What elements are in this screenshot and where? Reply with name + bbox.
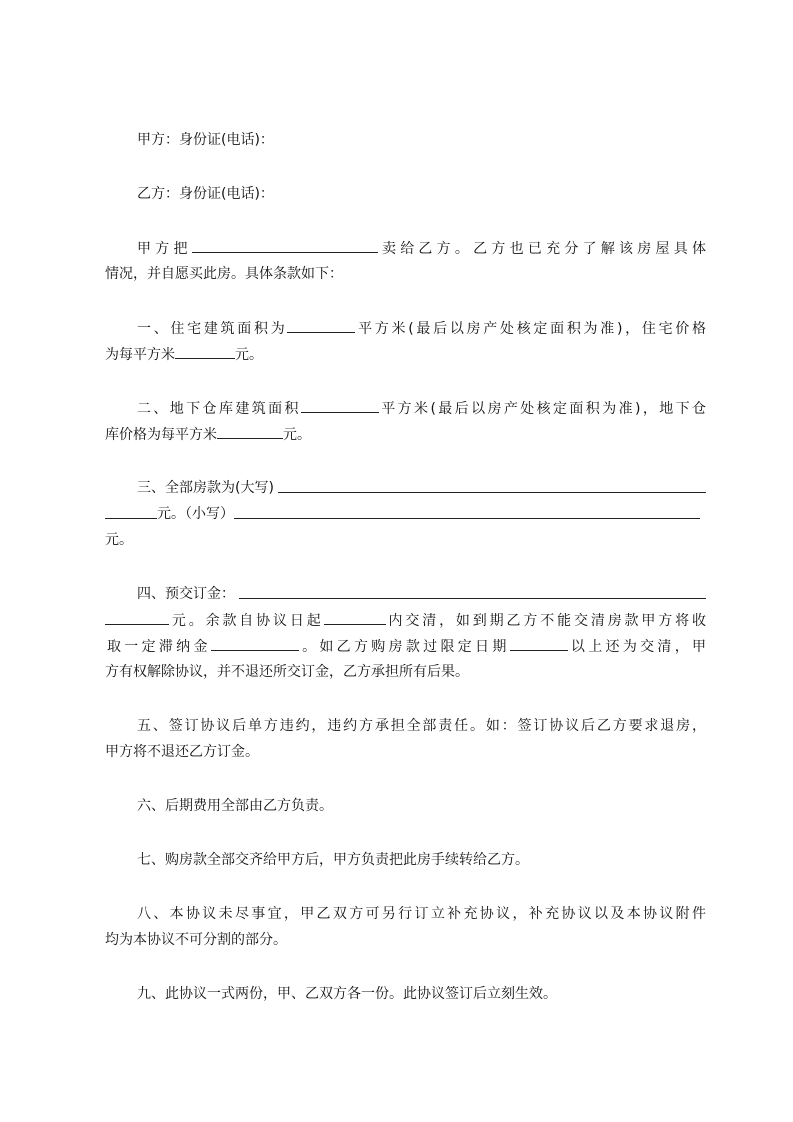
- clause-3-line-1: [137, 478, 706, 498]
- party-b-line: 乙方：身份证(电话)：: [137, 186, 274, 202]
- clause-text: 元。余款自协议日起: [169, 613, 324, 629]
- clause-text: 内交清，如到期乙方不能交清房款甲方将收: [385, 613, 707, 629]
- clause-text: 元。: [235, 347, 263, 363]
- intro-line-1: [137, 238, 706, 258]
- clause-5-line-2: 甲方将不退还乙方订金。: [105, 744, 259, 760]
- clause-2-line-2: [105, 424, 706, 444]
- intro-text: 卖给乙方。乙方也已充分了解该房屋具体: [377, 241, 707, 257]
- clause-text: 元。（小写）: [157, 506, 234, 522]
- clause-4-line-3: [107, 636, 706, 656]
- clause-text: 元。: [283, 427, 311, 443]
- clause-text: 以上还为交清，甲: [567, 639, 707, 655]
- party-a-line: 甲方：身份证(电话)：: [137, 132, 274, 148]
- clause-2-line-1: [137, 398, 706, 418]
- intro-line-2: 情况，并自愿买此房。具体条款如下：: [105, 266, 343, 282]
- clause-4-line-1: [137, 584, 706, 604]
- clause-4-line-2: [105, 610, 706, 630]
- house-area-blank[interactable]: [287, 318, 355, 333]
- clause-8-line-2: 均为本协议不可分割的部分。: [105, 932, 287, 948]
- clause-8-line-1: 八、本协议未尽事宜，甲乙双方可另行订立补充协议，补充协议以及本协议附件: [137, 906, 706, 922]
- overdue-period-blank[interactable]: [510, 636, 568, 651]
- house-price-blank[interactable]: [175, 344, 235, 359]
- clause-text: 四、预交订金：: [137, 586, 235, 602]
- total-uppercase-blank-cont[interactable]: [105, 504, 157, 519]
- clause-1-line-1: [137, 318, 706, 338]
- clause-9: 九、此协议一式两份，甲、乙双方各一份。此协议签订后立刻生效。: [137, 986, 557, 1002]
- clause-text: 为每平方米: [105, 347, 175, 363]
- deposit-blank[interactable]: [239, 584, 706, 599]
- clause-3-line-3: 元。: [105, 532, 133, 548]
- property-blank[interactable]: [192, 238, 378, 253]
- clause-text: 一、住宅建筑面积为: [137, 321, 288, 337]
- total-uppercase-blank[interactable]: [278, 478, 706, 493]
- deposit-blank-cont[interactable]: [105, 610, 169, 625]
- clause-7: 七、购房款全部交齐给甲方后，甲方负责把此房手续转给乙方。: [137, 852, 529, 868]
- clause-text: 库价格为每平方米: [105, 427, 217, 443]
- clause-6: 六、后期费用全部由乙方负责。: [137, 798, 333, 814]
- total-lowercase-blank[interactable]: [234, 504, 700, 519]
- late-fee-blank[interactable]: [211, 636, 299, 651]
- clause-text: 平方米(最后以房产处核定面积为准)，地下仓: [378, 401, 706, 417]
- intro-text: 甲方把: [137, 241, 192, 257]
- clause-text: 二、地下仓库建筑面积: [137, 401, 301, 417]
- clause-text: 三、全部房款为(大写): [137, 480, 274, 496]
- clause-4-line-4: 方有权解除协议，并不退还所交订金，乙方承担所有后果。: [105, 664, 469, 680]
- storage-area-blank[interactable]: [301, 398, 379, 413]
- clause-text: 。如乙方购房款过限定日期: [298, 639, 510, 655]
- clause-text: 取一定滞纳金: [107, 639, 211, 655]
- clause-text: 平方米(最后以房产处核定面积为准)，住宅价格: [355, 321, 706, 337]
- clause-1-line-2: [105, 344, 706, 364]
- storage-price-blank[interactable]: [217, 424, 283, 439]
- clause-5-line-1: 五、签订协议后单方违约，违约方承担全部责任。如：签订协议后乙方要求退房，: [137, 718, 706, 734]
- payment-period-blank[interactable]: [324, 610, 386, 625]
- clause-3-line-2: [105, 504, 700, 524]
